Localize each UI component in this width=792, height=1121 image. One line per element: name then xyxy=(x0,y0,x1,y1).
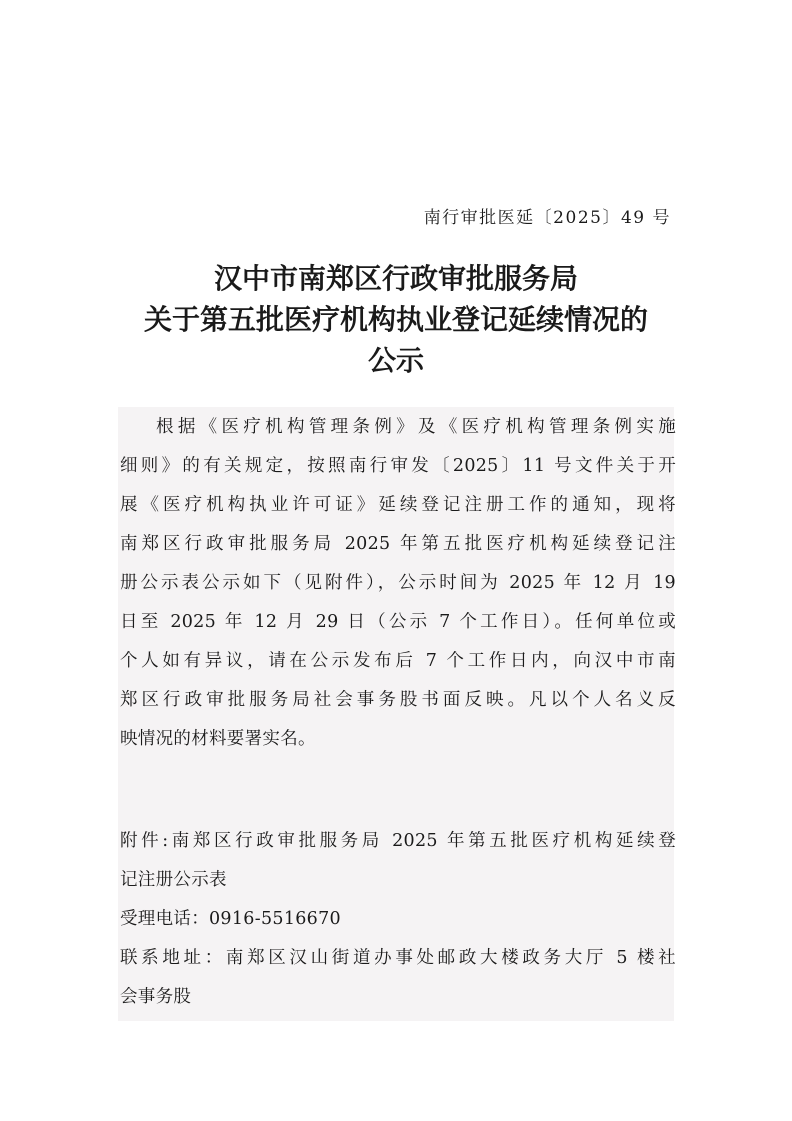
contact-address: 联系地址：南郑区汉山街道办事处邮政大楼政务大厅 5 楼社 xyxy=(120,948,676,968)
title-line-1: 汉中市南郑区行政审批服务局 xyxy=(213,262,578,295)
body-line: 册公示表公示如下（见附件），公示时间为 2025 年 12 月 19 xyxy=(120,573,676,593)
body-line: 展《医疗机构执业许可证》延续登记注册工作的通知，现将 xyxy=(120,495,676,515)
body-line: 南郑区行政审批服务局 2025 年第五批医疗机构延续登记注 xyxy=(120,534,676,554)
attachment-and-contact xyxy=(120,822,676,1017)
attachment-line: 记注册公示表 xyxy=(120,870,227,890)
body-line: 根据《医疗机构管理条例》及《医疗机构管理条例实施 xyxy=(156,417,676,437)
contact-address-continued: 会事务股 xyxy=(120,987,192,1007)
attachment-line: 附件:南郑区行政审批服务局 2025 年第五批医疗机构延续登 xyxy=(120,831,676,851)
title-line-2: 关于第五批医疗机构执业登记延续情况的 xyxy=(143,303,648,336)
body-line: 郑区行政审批服务局社会事务股书面反映。凡以个人名义反 xyxy=(120,690,676,710)
document-title xyxy=(100,258,692,381)
notice-body-paragraph xyxy=(120,408,676,759)
body-line: 映情况的材料要署实名。 xyxy=(120,729,316,749)
document-number: 南行审批医延〔2025〕49 号 xyxy=(423,208,671,228)
contact-phone: 受理电话：0916-5516670 xyxy=(120,909,341,929)
body-line: 日至 2025 年 12 月 29 日（公示 7 个工作日）。任何单位或 xyxy=(120,612,676,632)
body-line: 个人如有异议，请在公示发布后 7 个工作日内，向汉中市南 xyxy=(120,651,676,671)
body-line: 细则》的有关规定，按照南行审发〔2025〕11 号文件关于开 xyxy=(120,456,676,476)
title-line-3: 公示 xyxy=(367,344,424,377)
